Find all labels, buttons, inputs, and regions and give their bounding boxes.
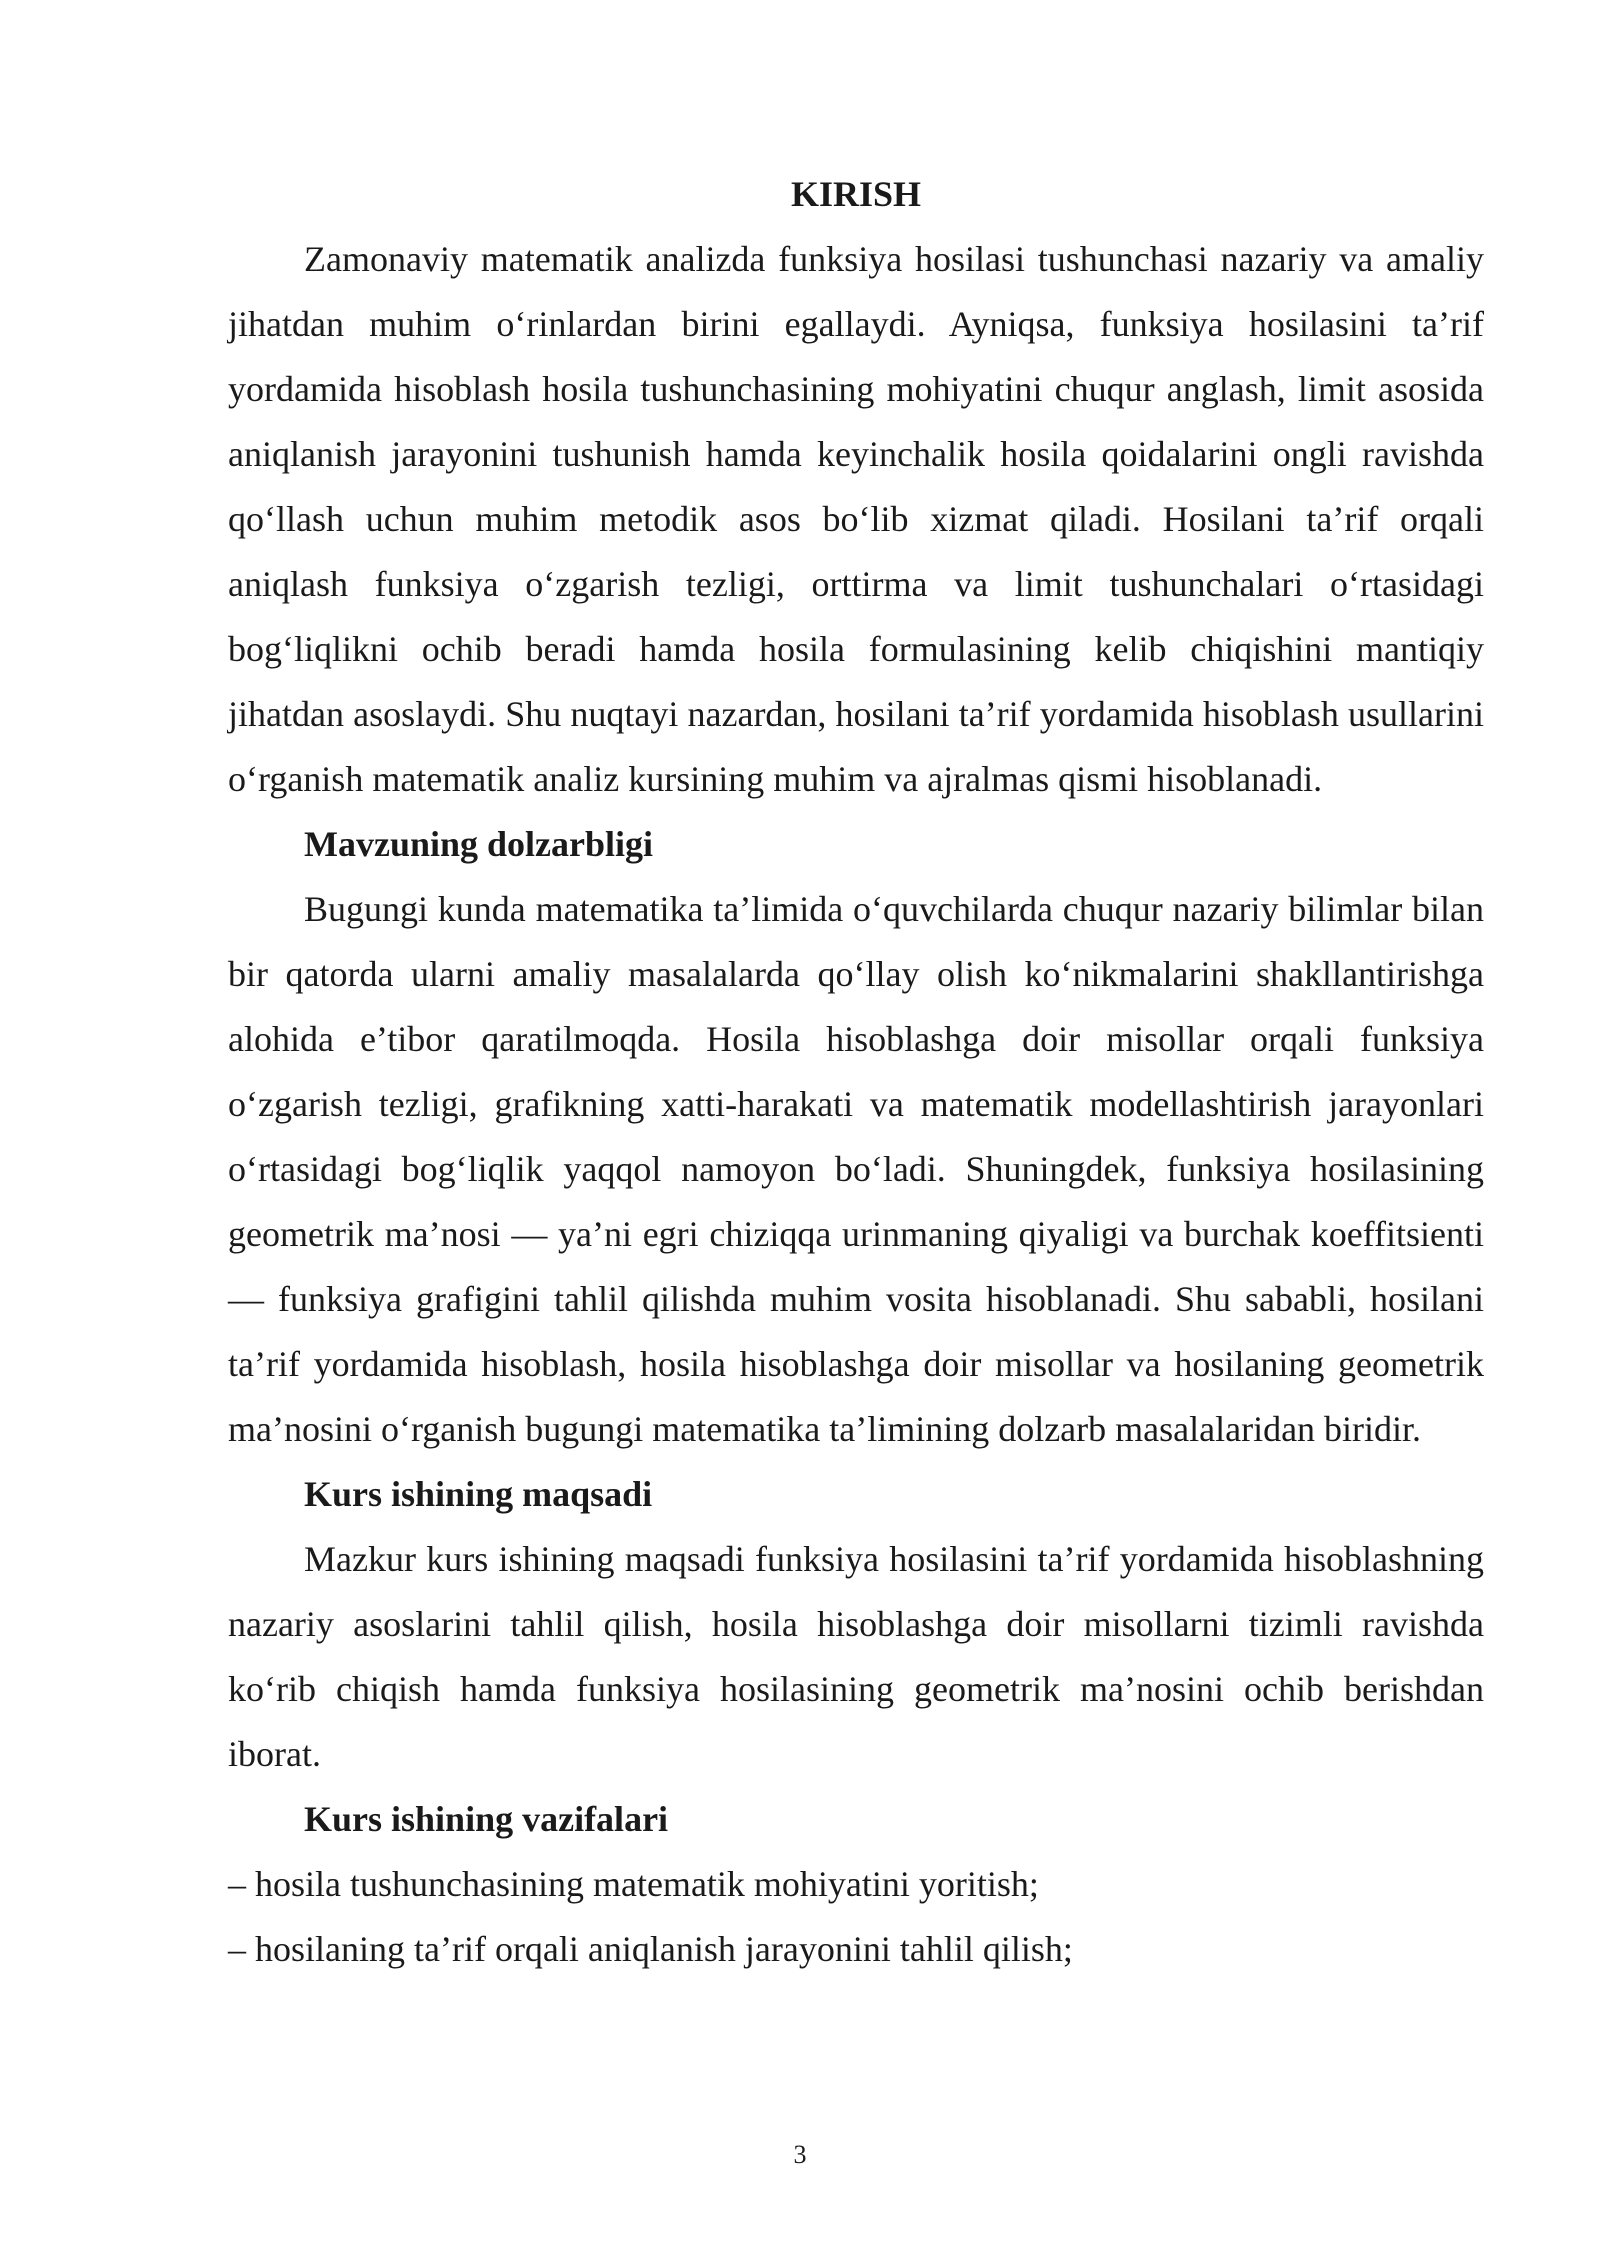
relevance-paragraph: Bugungi kunda matematika ta’limida o‘quvchilarda chuqur nazariy bilimlar bilan bir qatorda ularni amaliy masalalarda qo‘llay olish ko‘nikmalarini shakllantirishga alohida e’tibor qaratilmoqda. Hosila hisoblashga doir misollar orqali funksiya o‘zgarish tezligi, grafikning xatti-harakati va matematik modellashtirish jarayonlari o‘rtasidagi bog‘liqlik yaqqol namoyon bo‘ladi. Shuningdek, funksiya hosilasining geometrik ma’nosi — ya’ni egri chiziqqa urinmaning qiyaligi va burchak koeffitsienti — funksiya grafigini tahlil qilishda muhim vosita hisoblanadi. Shu sababli, hosilani ta’rif yordamida hisoblash, hosila hisoblashga doir misollar va hosilaning geometrik ma’nosini o‘rganish bugungi matematika ta’limining dolzarb masalalaridan biridir. bbox=[228, 889, 1484, 1449]
task-item: – hosilaning ta’rif orqali aniqlanish jarayonini tahlil qilish; bbox=[228, 1929, 1073, 1969]
relevance-heading: Mavzuning dolzarbligi bbox=[304, 824, 654, 864]
goal-paragraph: Mazkur kurs ishining maqsadi funksiya hosilasini ta’rif yordamida hisoblashning nazariy asoslarini tahlil qilish, hosila hisoblashga doir misollarni tizimli ravishda ko‘rib chiqish hamda funksiya hosilasining geometrik ma’nosini ochib berishdan iborat. bbox=[228, 1539, 1484, 1774]
intro-paragraph: Zamonaviy matematik analizda funksiya hosilasi tushunchasi nazariy va amaliy jihatdan muhim o‘rinlardan birini egallaydi. Ayniqsa, funksiya hosilasini ta’rif yordamida hisoblash hosila tushunchasining mohiyatini chuqur anglash, limit asosida aniqlanish jarayonini tushunish hamda keyinchalik hosila qoidalarini ongli ravishda qo‘llash uchun muhim metodik asos bo‘lib xizmat qiladi. Hosilani ta’rif orqali aniqlash funksiya o‘zgarish tezligi, orttirma va limit tushunchalari o‘rtasidagi bog‘liqlikni ochib beradi hamda hosila formulasining kelib chiqishini mantiqiy jihatdan asoslaydi. Shu nuqtayi nazardan, hosilani ta’rif yordamida hisoblash usullarini o‘rganish matematik analiz kursining muhim va ajralmas qismi hisoblanadi. bbox=[228, 239, 1484, 799]
tasks-heading: Kurs ishining vazifalari bbox=[304, 1799, 669, 1839]
page-content bbox=[228, 162, 1484, 1982]
task-item: – hosila tushunchasining matematik mohiyatini yoritish; bbox=[228, 1864, 1039, 1904]
page-title: KIRISH bbox=[790, 174, 922, 214]
page-number: 3 bbox=[793, 2140, 807, 2169]
goal-heading: Kurs ishining maqsadi bbox=[304, 1474, 653, 1514]
